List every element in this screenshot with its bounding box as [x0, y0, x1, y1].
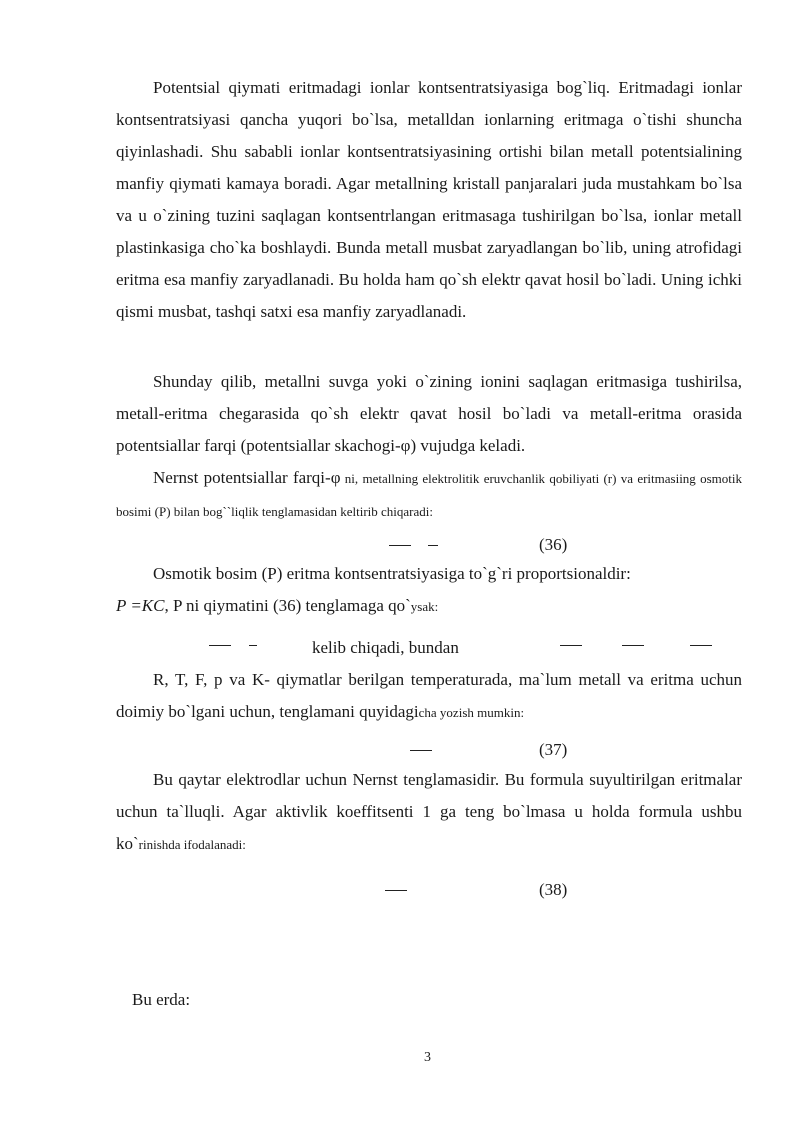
- paragraph-constants: [116, 664, 742, 729]
- osmotic-formula-line: [116, 594, 438, 619]
- bu-erda-label: Bu erda:: [132, 990, 191, 1009]
- formula-36-minus: [428, 545, 438, 546]
- paragraph-nernst-equation: [116, 764, 742, 861]
- formula-substituted-fraction-bar: [209, 645, 231, 646]
- constants-small-text: cha yozish mumkin:: [418, 705, 525, 720]
- page-number: 3: [424, 1050, 431, 1065]
- equation-number-38: (38): [539, 880, 568, 899]
- formula-37-fraction-bar: [410, 750, 432, 751]
- formula-38-fraction-bar: [385, 890, 407, 891]
- nernst-intro-text: Nernst potentsiallar farqi-φ: [153, 468, 341, 487]
- equation-number-37: (37): [539, 740, 568, 759]
- osmotic-formula-tail: , P ni qiymatini (36) tenglamaga qo`: [164, 596, 411, 615]
- formula-result-fraction-bar-1: [560, 645, 582, 646]
- paragraph-double-layer: Shunday qilib, metallni suvga yoki o`zining ionini saqlagan eritmasiga tushirilsa, metall-eritma chegarasida qo`sh elektr qavat hosil bo`ladi va metall-eritma orasida potentsiallar farqi (potentsiallar skachogi-φ) vujudga keladi.: [116, 372, 742, 455]
- paragraph-nernst-intro: [116, 462, 742, 528]
- nernst-intro-small-text: ni, metallning elektrolitik eruvchanlik qobiliyati (r) va eritmasiing osmotik bosimi (P) bilan bog``liqlik tenglamasidan keltirib chiqaradi:: [116, 471, 742, 519]
- kelib-chiqadi-text: kelib chiqadi, bundan: [312, 638, 459, 657]
- formula-p-equals-kc: P =KC: [116, 596, 165, 615]
- nernst-equation-small-text: rinishda ifodalanadi:: [138, 837, 246, 852]
- osmotic-formula-tail-small: ysak:: [410, 599, 439, 614]
- paragraph-potential-concentration: Potentsial qiymati eritmadagi ionlar kontsentratsiyasiga bog`liq. Eritmadagi ionlar kontsentratsiyasi qancha yuqori bo`lsa, metalldan ionlarning eritmaga o`tishi shuncha qiyinlashadi. Shu sababli ionlar kontsentratsiyasining ortishi bilan metall potentsialining manfiy qiymati kamaya boradi. Agar metallning kristall panjaralari juda mustahkam bo`lsa va u o`zining tuzini saqlagan kontsentrlangan eritmasaga tushirilgan bo`lsa, ionlar metall plastinkasiga cho`ka boshlaydi. Bunda metall musbat zaryadlangan bo`lib, uning atrofidagi eritma esa manfiy zaryadlanadi. Bu holda ham qo`sh elektr qavat hosil bo`ladi. Uning ichki qismi musbat, tashqi satxi esa manfiy zaryadlanadi.: [116, 78, 742, 321]
- nernst-equation-text: Bu qaytar elektrodlar uchun Nernst tenglamasidir. Bu formula suyultirilgan eritmalar uchun ta`lluqli. Agar aktivlik koeffitsenti 1 ga teng bo`lmasa u holda formula ushbu ko`: [116, 770, 742, 853]
- formula-substituted-minus: [249, 645, 257, 646]
- constants-text: R, T, F, p va K- qiymatlar berilgan temperaturada, ma`lum metall va eritma uchun doimiy bo`lgani uchun, tenglamani quyidagi: [116, 670, 742, 721]
- paragraph-osmotic-pressure: Osmotik bosim (P) eritma kontsentratsiyasiga to`g`ri proportsionaldir:: [153, 564, 631, 583]
- formula-result-fraction-bar-3: [690, 645, 712, 646]
- equation-number-36: (36): [539, 535, 568, 554]
- formula-result-fraction-bar-2: [622, 645, 644, 646]
- formula-36-fraction-bar: [389, 545, 411, 546]
